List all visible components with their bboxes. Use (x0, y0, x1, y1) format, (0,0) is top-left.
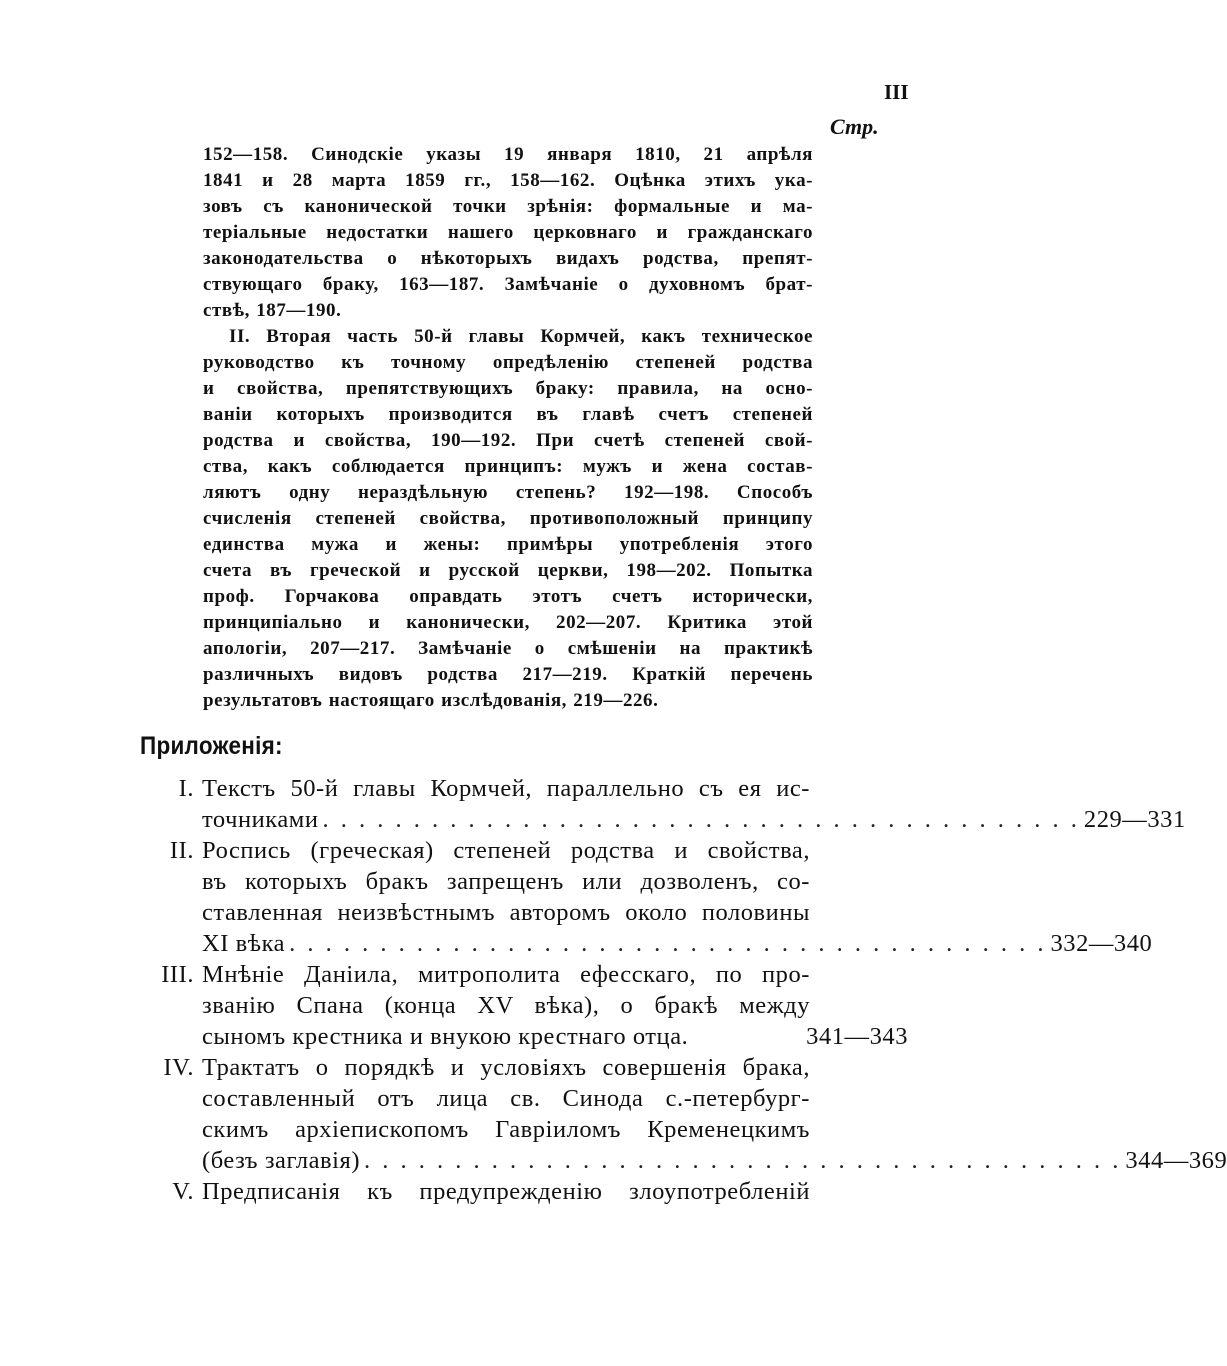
page-number: III (884, 80, 909, 104)
appendix-entry-1 (140, 773, 1186, 835)
appendix-leader-line (202, 1145, 1227, 1176)
appendix-numeral: III. (161, 961, 194, 988)
summary-line: различныхъ видовъ родства 217—219. Краткій перечень (203, 664, 813, 685)
summary-line: II. Вторая часть 50-й главы Кормчей, какъ техническое (229, 326, 813, 347)
appendix-line: сыномъ крестника и внукою крестнаго отца. (202, 1023, 689, 1050)
appendix-line: точниками (202, 806, 319, 833)
appendix-line: званію Спана (конца XV вѣка), о бракѣ между (202, 992, 810, 1019)
appendix-line: XI вѣка (202, 930, 286, 957)
summary-paragraph (203, 142, 813, 714)
appendix-pages: 344—369 (1125, 1147, 1227, 1174)
summary-line: теріальные недостатки нашего церковнаго и гражданскаго (203, 222, 813, 243)
summary-line: счета въ греческой и русской церкви, 198—202. Попытка (203, 560, 813, 581)
summary-line: родства и свойства, 190—192. При счетѣ степеней свой- (203, 430, 813, 451)
appendix-line: Предписанія къ предупрежденію злоупотребленій (202, 1178, 810, 1205)
appendix-line: (безъ заглавія) (202, 1147, 361, 1174)
summary-line: и свойства, препятствующихъ браку: правила, на осно- (203, 378, 813, 399)
summary-line: ствѣ, 187—190. (203, 300, 342, 321)
dot-leader: . . . . . . . . . . . . . . . . . . . . . . . . . . . . . . . . . . . . . . . . . . (364, 1147, 1122, 1174)
appendix-line: Роспись (греческая) степеней родства и свойства, (202, 837, 810, 864)
summary-line: проф. Горчакова оправдать этотъ счетъ исторически, (203, 586, 813, 607)
appendix-entry-4 (140, 1052, 1227, 1176)
dot-leader (688, 1021, 806, 1052)
appendix-line: Трактатъ о порядкѣ и условіяхъ совершенія брака, (202, 1054, 810, 1081)
pages-column-label: Стр. (830, 114, 879, 139)
summary-line: результатовъ настоящаго изслѣдованія, 219—226. (203, 690, 659, 711)
appendix-line: Мнѣніе Даніила, митрополита ефесскаго, по про- (202, 961, 810, 988)
dot-leader: . . . . . . . . . . . . . . . . . . . . . . . . . . . . . . . . . . . . . . . . . . (289, 930, 1047, 957)
appendix-line: въ которыхъ бракъ запрещенъ или дозволенъ, со- (202, 868, 810, 895)
appendix-leader-line (202, 928, 1153, 959)
appendix-pages: 332—340 (1050, 930, 1153, 957)
appendix-line: скимъ архіепископомъ Гавріиломъ Кременецкимъ (202, 1116, 810, 1143)
appendix-line: составленный отъ лица св. Синода с.-петербург- (202, 1085, 810, 1112)
summary-line: ляютъ одну нераздѣльную степень? 192—198. Способъ (203, 482, 813, 503)
summary-line: ства, какъ соблюдается принципъ: мужъ и жена состав- (203, 456, 813, 477)
appendix-numeral: II. (169, 837, 194, 864)
summary-line: 1841 и 28 марта 1859 гг., 158—162. Оцѣнка этихъ ука- (203, 170, 813, 191)
summary-line: принципіально и канонически, 202—207. Критика этой (203, 612, 813, 633)
appendix-leader-line (202, 804, 1186, 835)
appendix-entry-2 (140, 835, 1153, 959)
summary-line: законодательства о нѣкоторыхъ видахъ родства, препят- (203, 248, 813, 269)
appendices-list (140, 773, 1227, 1207)
appendices-heading: Приложенія: (140, 732, 283, 760)
summary-line: 152—158. Синодскіе указы 19 января 1810, 21 апрѣля (203, 144, 813, 165)
appendix-entry-3 (140, 959, 910, 1052)
appendix-pages: 229—331 (1083, 806, 1186, 833)
appendix-numeral: I. (178, 775, 194, 802)
appendix-leader-line (202, 1021, 908, 1052)
summary-line: счисленія степеней свойства, противоположный принципу (203, 508, 813, 529)
appendix-entry-5 (140, 1176, 910, 1207)
summary-line: зовъ съ канонической точки зрѣнія: формальные и ма- (203, 196, 813, 217)
appendix-line: Текстъ 50-й главы Кормчей, параллельно съ ея ис- (202, 775, 810, 802)
summary-line: ваніи которыхъ производится въ главѣ счетъ степеней (203, 404, 813, 425)
appendix-numeral: V. (172, 1178, 194, 1205)
appendix-line: ставленная неизвѣстнымъ авторомъ около половины (202, 899, 810, 926)
summary-line: апологіи, 207—217. Замѣчаніе о смѣшеніи на практикѣ (203, 638, 813, 659)
summary-line: единства мужа и жены: примѣры употребленія этого (203, 534, 813, 555)
dot-leader: . . . . . . . . . . . . . . . . . . . . . . . . . . . . . . . . . . . . . . . . . . (322, 806, 1080, 833)
appendix-numeral: IV. (163, 1054, 194, 1081)
appendix-pages: 341—343 (806, 1023, 908, 1050)
summary-line: руководство къ точному опредѣленію степеней родства (203, 352, 813, 373)
summary-line: ствующаго браку, 163—187. Замѣчаніе о духовномъ брат- (203, 274, 813, 295)
